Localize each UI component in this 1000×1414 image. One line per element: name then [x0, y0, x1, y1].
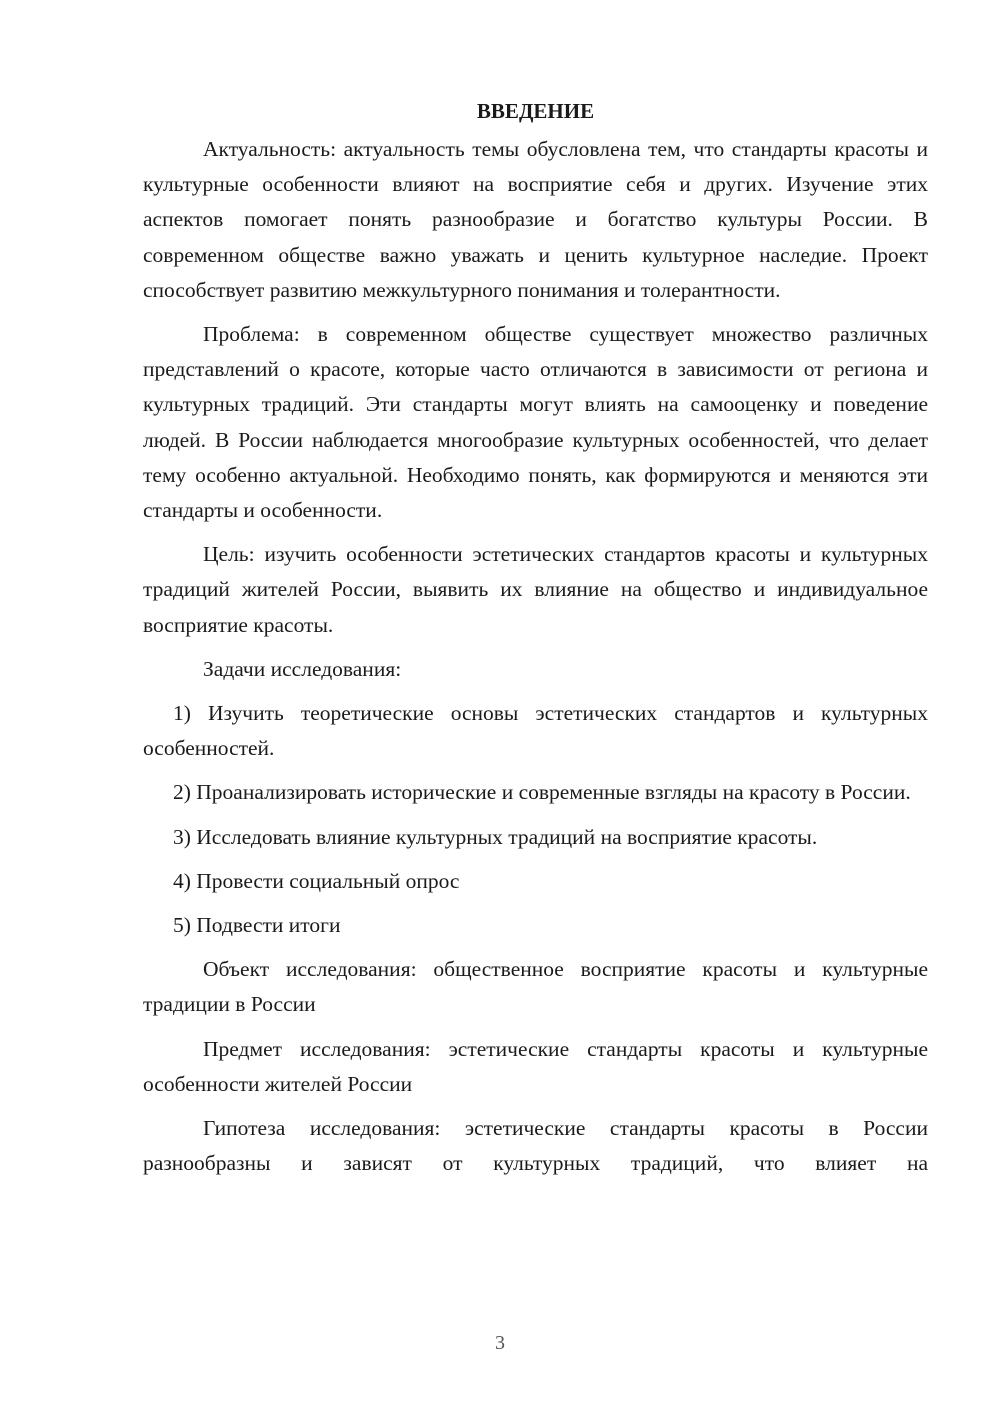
section-title: ВВЕДЕНИЕ — [476, 99, 595, 123]
paragraph-relevance: Актуальность: актуальность темы обусловлена тем, что стандарты красоты и культурные особенности влияют на восприятие себя и других. Изучение этих аспектов помогает понять разнообразие и богатство культуры России. В современном обществе важно уважать и ценить культурное наследие. Проект способствует развитию межкультурного понимания и толерантности. — [143, 137, 928, 302]
tasks-heading: Задачи исследования: — [203, 656, 402, 681]
paragraph-hypothesis: Гипотеза исследования: эстетические стандарты красоты в России разнообразны и зависят от культурных традиций, что влияет на — [143, 1116, 928, 1176]
paragraph-subject: Предмет исследования: эстетические стандарты красоты и культурные особенности жителей России — [143, 1036, 928, 1096]
paragraph-object: Объект исследования: общественное восприятие красоты и культурные традиции в России — [143, 957, 928, 1017]
task-item: 4) Провести социальный опрос — [173, 868, 460, 893]
document-page — [143, 96, 928, 1190]
task-item: 1) Изучить теоретические основы эстетических стандартов и культурных особенностей. — [143, 701, 928, 761]
task-item: 5) Подвести итоги — [173, 913, 341, 938]
paragraph-problem: Проблема: в современном обществе существует множество различных представлений о красоте, которые часто отличаются в зависимости от региона и культурных традиций. Эти стандарты могут влиять на самооценку и поведение людей. В России наблюдается многообразие культурных особенностей, что делает тему особенно актуальной. Необходимо понять, как формируются и меняются эти стандарты и особенности. — [143, 322, 928, 523]
task-item: 3) Исследовать влияние культурных традиций на восприятие красоты. — [173, 824, 818, 849]
task-item: 2) Проанализировать исторические и современные взгляды на красоту в России. — [173, 780, 911, 805]
paragraph-goal: Цель: изучить особенности эстетических стандартов красоты и культурных традиций жителей России, выявить их влияние на общество и индивидуальное восприятие красоты. — [143, 542, 928, 637]
page-number: 3 — [495, 1332, 505, 1354]
